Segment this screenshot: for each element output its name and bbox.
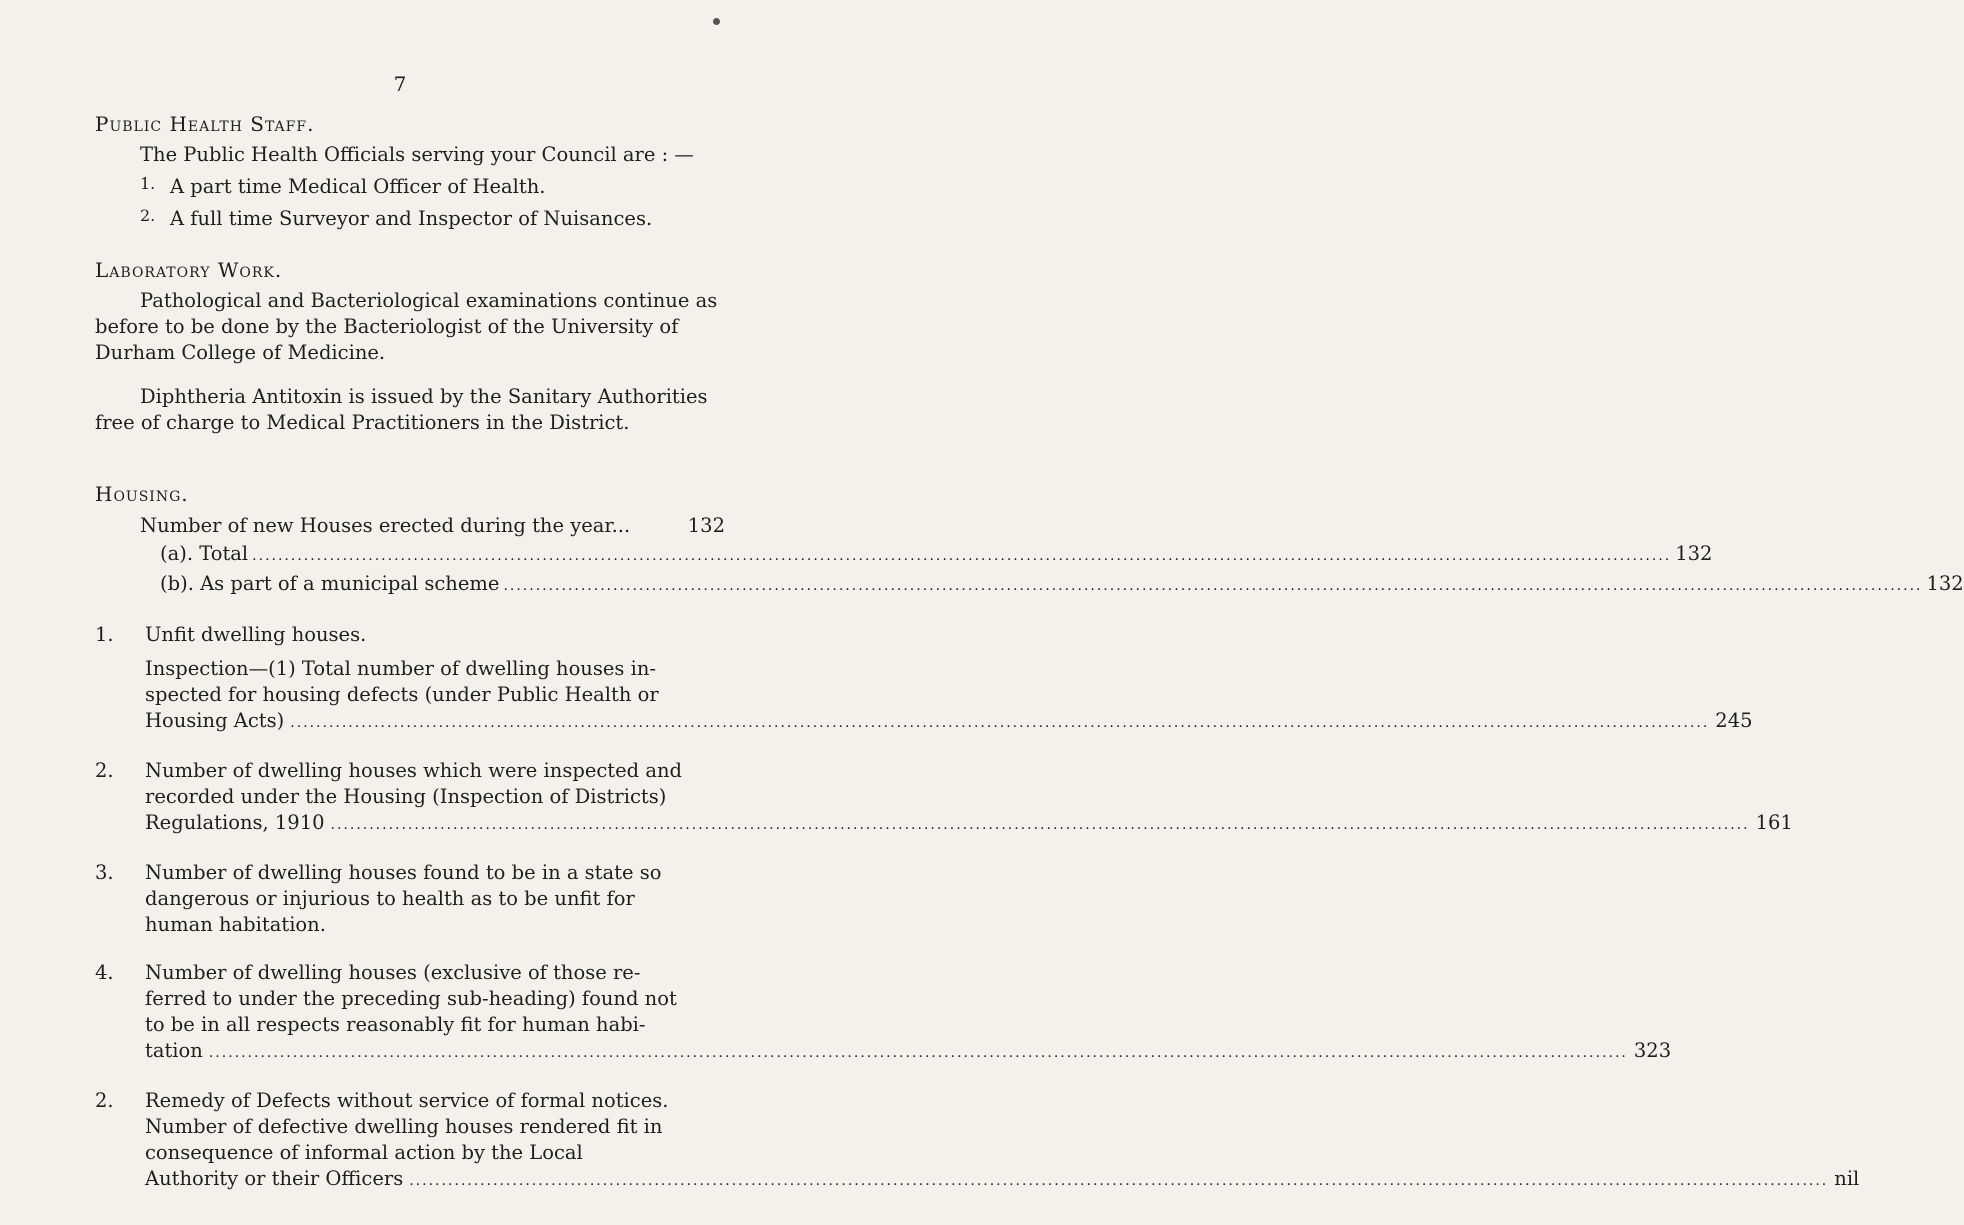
section-staff [95,112,725,232]
laboratory-heading: Laboratory Work. [95,258,283,282]
section-laboratory [95,258,725,436]
housing-item-title: Unfit dwelling houses. [145,623,367,646]
housing-item [95,860,725,938]
housing-item-num: 3. [95,861,114,884]
housing-item-value: 323 [1633,1039,1672,1062]
staff-item-num: 2. [140,206,156,225]
housing-item-tail: Authority or their Officers [145,1167,404,1190]
housing-summary [140,512,1964,600]
housing-item-num: 1. [95,623,114,646]
housing-row [160,540,1713,570]
housing-item-line: to be in all respects reasonably fit for human habi- [145,1013,646,1036]
leader-dots [209,1040,1628,1066]
housing-heading: Housing. [95,482,189,506]
staff-item-num: 1. [140,174,156,193]
housing-item-value: nil [1834,1167,1860,1190]
housing-item [95,758,1793,838]
leader-dots [409,1168,1828,1194]
housing-item-line: Inspection—(1) Total number of dwelling houses in- [145,657,656,680]
staff-item-text: A part time Medical Officer of Health. [170,175,546,198]
housing-row-label: (a). Total [160,542,249,565]
housing-row-label: (b). As part of a municipal scheme [160,572,500,595]
housing-item-line: ferred to under the preceding sub-heading) found not [145,987,677,1010]
housing-item-line: Number of dwelling houses which were inspected and [145,759,683,782]
housing-item [95,960,1672,1066]
housing-item-line: recorded under the Housing (Inspection of Districts) [145,785,667,808]
leader-dots [503,572,1922,600]
housing-item-line: spected for housing defects (under Public Health or [145,683,659,706]
housing-item-line: Number of defective dwelling houses rendered fit in [145,1115,663,1138]
housing-row [140,512,725,540]
page-number: 7 [393,72,407,96]
housing-item-value: 161 [1755,811,1793,834]
housing-row [160,570,1964,600]
staff-item [140,206,725,232]
ink-dot [713,18,720,25]
housing-row-value: 132 [1675,542,1713,565]
housing-item-tail: tation [145,1039,203,1062]
housing-item-tail: Regulations, 1910 [145,811,325,834]
housing-item-num: 2. [95,759,114,782]
housing-row-label: Number of new Houses erected during the year... [140,514,631,537]
housing-item-line: human habitation. [145,913,326,936]
housing-item-line: Remedy of Defects without service of formal notices. [145,1089,669,1112]
section-housing [95,482,1964,1194]
housing-item-line: consequence of informal action by the Local [145,1141,583,1164]
housing-item-line: dangerous or injurious to health as to be unfit for [145,887,635,910]
housing-item [95,1088,1860,1194]
housing-item-num: 4. [95,961,114,984]
housing-item-tail: Housing Acts) [145,709,285,732]
staff-heading: Public Health Staff. [95,112,315,136]
leader-dots [290,710,1709,736]
laboratory-para-1: Pathological and Bacteriological examinations continue as before to be done by the Bacteriologist of the University of Durham College of Medicine. [95,289,718,364]
housing-item-num: 2. [95,1089,114,1112]
housing-item-line: Number of dwelling houses (exclusive of those re- [145,961,641,984]
laboratory-para-2: Diphtheria Antitoxin is issued by the Sanitary Authorities free of charge to Medical Practitioners in the District. [95,385,708,434]
document-body [95,112,1964,1194]
housing-row-value: 132 [687,514,725,537]
leader-dots [252,542,1671,570]
housing-item-value: 245 [1715,709,1753,732]
staff-item [140,174,725,200]
housing-item-line: Number of dwelling houses found to be in a state so [145,861,662,884]
housing-item [95,622,1753,736]
staff-intro: The Public Health Officials serving your Council are : — [140,143,694,166]
housing-row-value: 132 [1926,572,1964,595]
leader-dots [331,812,1750,838]
staff-item-text: A full time Surveyor and Inspector of Nuisances. [170,207,653,230]
